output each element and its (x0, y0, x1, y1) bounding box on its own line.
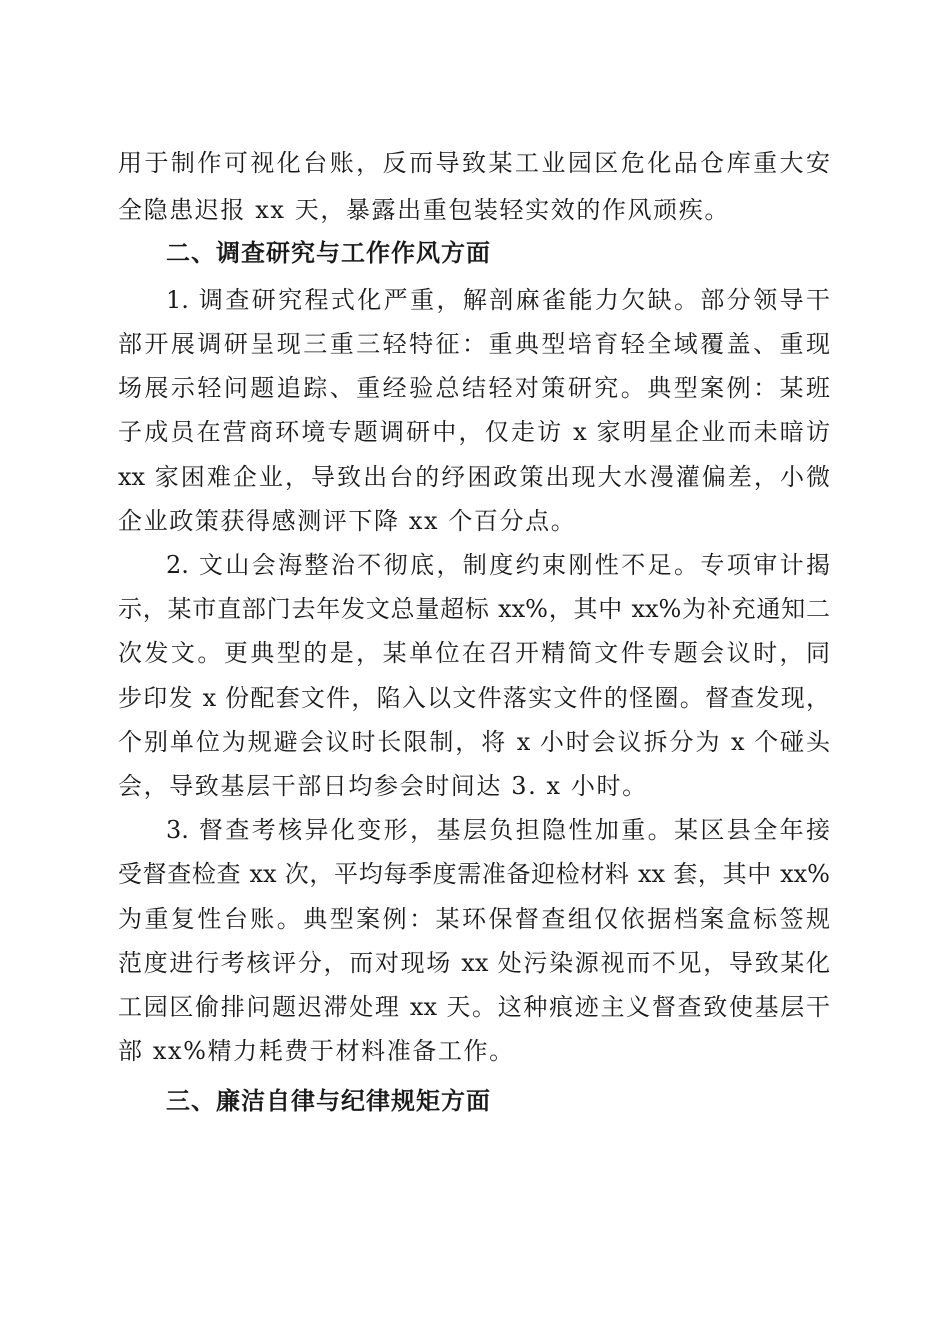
body-text-line: 用于制作可视化台账，反而导致某工业园区危化品仓库重大安 (118, 149, 830, 177)
body-text-line: 范度进行考核评分，而对现场 xx 处污染源视而不见，导致某化 (118, 949, 830, 977)
paragraph-2-first-line: 2. 文山会海整治不彻底，制度约束刚性不足。专项审计揭 (166, 551, 830, 579)
section-heading-3: 三、廉洁自律与纪律规矩方面 (166, 1087, 491, 1115)
section-heading-2: 二、调查研究与工作作风方面 (166, 239, 491, 267)
body-text-line: 次发文。更典型的是，某单位在召开精简文件专题会议时，同 (118, 639, 830, 667)
body-text-line: 全隐患迟报 xx 天，暴露出重包装轻实效的作风顽疾。 (118, 196, 730, 224)
body-text-line: 企业政策获得感测评下降 xx 个百分点。 (118, 507, 577, 535)
body-text-line: 步印发 x 份配套文件，陷入以文件落实文件的怪圈。督查发现， (118, 684, 830, 712)
body-text-line: 子成员在营商环境专题调研中，仅走访 x 家明星企业而未暗访 (118, 418, 830, 446)
body-text-line: 为重复性台账。典型案例：某环保督查组仅依据档案盒标签规 (118, 905, 830, 933)
body-text-line: 个别单位为规避会议时长限制，将 x 小时会议拆分为 x 个碰头 (118, 728, 830, 756)
body-text-line: xx 家困难企业，导致出台的纾困政策出现大水漫灌偏差，小微 (118, 463, 830, 491)
body-text-line: 工园区偷排问题迟滞处理 xx 天。这种痕迹主义督查致使基层干 (118, 993, 830, 1021)
body-text-line: 会，导致基层干部日均参会时间达 3. x 小时。 (118, 772, 648, 800)
body-text-line: 示，某市直部门去年发文总量超标 xx%，其中 xx%为补充通知二 (118, 595, 830, 623)
paragraph-1-first-line: 1. 调查研究程式化严重，解剖麻雀能力欠缺。部分领导干 (166, 286, 830, 314)
body-text-line: 场展示轻问题追踪、重经验总结轻对策研究。典型案例：某班 (118, 374, 830, 402)
body-text-line: 受督查检查 xx 次，平均每季度需准备迎检材料 xx 套，其中 xx% (118, 860, 830, 888)
body-text-line: 部开展调研呈现三重三轻特征：重典型培育轻全域覆盖、重现 (118, 330, 830, 358)
body-text-line: 部 xx%精力耗费于材料准备工作。 (118, 1037, 515, 1065)
paragraph-3-first-line: 3. 督查考核异化变形，基层负担隐性加重。某区县全年接 (166, 816, 830, 844)
